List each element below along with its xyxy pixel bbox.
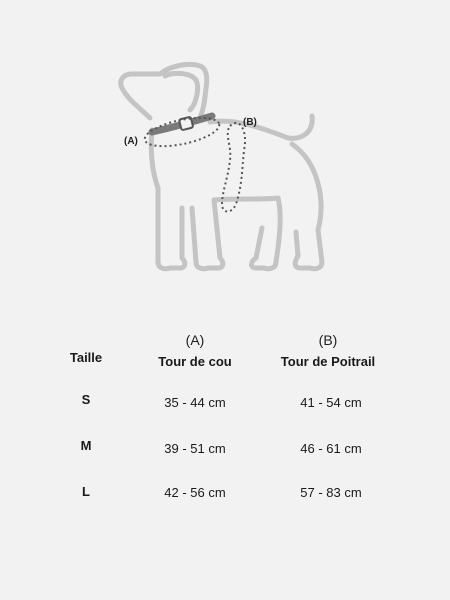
label-b: (B) xyxy=(243,117,257,128)
row-m-neck: 39 - 51 cm xyxy=(164,441,226,456)
column-title-chest: Tour de Poitrail xyxy=(280,354,376,369)
dog-rear-outline xyxy=(292,144,322,269)
column-letter-b: (B) xyxy=(318,332,338,348)
row-s-chest: 41 - 54 cm xyxy=(300,395,362,410)
size-header: Taille xyxy=(69,350,103,365)
column-letter-a: (A) xyxy=(185,332,205,348)
row-l-neck: 42 - 56 cm xyxy=(164,485,226,500)
row-size-s: S xyxy=(81,392,91,407)
dog-tail-outline xyxy=(288,116,312,138)
dog-belly-outline xyxy=(214,198,278,200)
row-s-neck: 35 - 44 cm xyxy=(164,395,226,410)
collar-buckle xyxy=(179,117,193,131)
column-header-neck xyxy=(140,332,250,369)
row-size-l: L xyxy=(82,484,90,499)
dog-back-leg-outline xyxy=(252,198,281,269)
label-a: (A) xyxy=(124,136,138,147)
dog-chest-outline xyxy=(151,130,185,269)
row-size-m: M xyxy=(80,438,92,453)
row-l-chest: 57 - 83 cm xyxy=(300,485,362,500)
dog-head-outline xyxy=(121,64,207,118)
dog-ear-outline xyxy=(165,73,198,110)
column-title-neck: Tour de cou xyxy=(158,354,232,369)
row-m-chest: 46 - 61 cm xyxy=(300,441,362,456)
column-header-chest xyxy=(268,332,388,369)
dog-front-leg-outline xyxy=(192,200,223,269)
